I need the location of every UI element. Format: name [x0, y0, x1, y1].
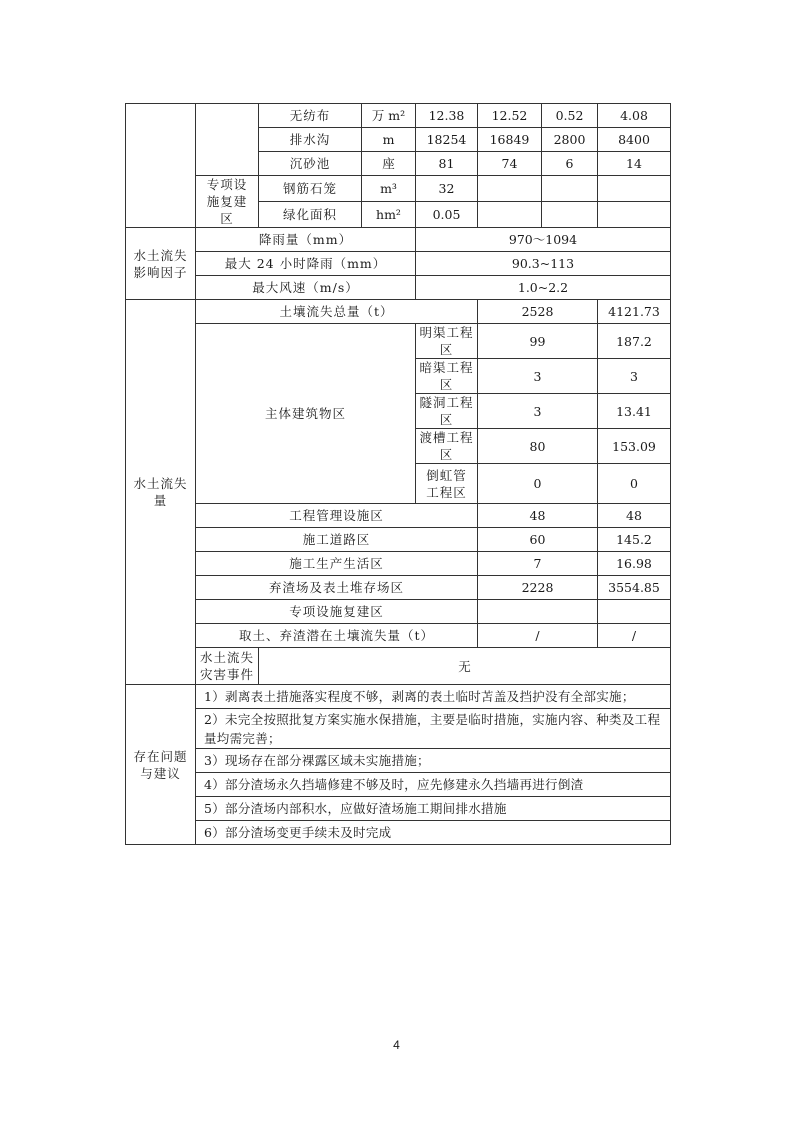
- main-building-label: 主体建筑物区: [196, 324, 416, 504]
- issue-item: 5）部分渣场内部积水，应做好渣场施工期间排水措施: [196, 797, 671, 821]
- sub-zone-name: 明渠工程区: [416, 324, 478, 359]
- erosion-zone-name: 取土、弃渣潜在土壤流失量（t）: [196, 624, 478, 648]
- facility-value: 8400: [598, 128, 671, 152]
- facility-value: 12.52: [478, 104, 542, 128]
- facility-value: [478, 202, 542, 228]
- page-number: 4: [393, 1038, 400, 1052]
- disaster-value: 无: [259, 648, 671, 685]
- erosion-value: 60: [478, 528, 598, 552]
- erosion-value: 7: [478, 552, 598, 576]
- factor-name: 最大风速（m/s）: [196, 276, 416, 300]
- table-row: [126, 300, 671, 324]
- facility-name: 沉砂池: [259, 152, 362, 176]
- facility-name: 排水沟: [259, 128, 362, 152]
- table-row: [126, 552, 671, 576]
- blank-category-cell: [126, 104, 196, 228]
- sub-zone-name: 暗渠工程区: [416, 359, 478, 394]
- table-row: [126, 104, 671, 128]
- factor-value: 970～1094: [416, 228, 671, 252]
- facility-unit: m: [362, 128, 416, 152]
- erosion-value: 187.2: [598, 324, 671, 359]
- issue-item: 1）剥离表土措施落实程度不够，剥离的表土临时苫盖及挡护没有全部实施；: [196, 685, 671, 709]
- facility-unit: 座: [362, 152, 416, 176]
- facility-name: 绿化面积: [259, 202, 362, 228]
- facility-value: 16849: [478, 128, 542, 152]
- facility-value: 6: [542, 152, 598, 176]
- sub-zone-name: 隧洞工程区: [416, 394, 478, 429]
- erosion-value: 48: [598, 504, 671, 528]
- table-row: [126, 228, 671, 252]
- erosion-value: 80: [478, 429, 598, 464]
- facility-value: 14: [598, 152, 671, 176]
- erosion-value: /: [598, 624, 671, 648]
- erosion-value: 4121.73: [598, 300, 671, 324]
- erosion-value: 16.98: [598, 552, 671, 576]
- erosion-value: 3: [478, 394, 598, 429]
- erosion-value: 3: [598, 359, 671, 394]
- blank-zone-cell: [196, 104, 259, 176]
- sub-zone-name: 渡槽工程区: [416, 429, 478, 464]
- table-row: [126, 624, 671, 648]
- issues-label: 存在问题与建议: [126, 685, 196, 845]
- table-row: [126, 504, 671, 528]
- erosion-value: 48: [478, 504, 598, 528]
- erosion-zone-name: 工程管理设施区: [196, 504, 478, 528]
- monitoring-table: [125, 103, 671, 845]
- erosion-value: 145.2: [598, 528, 671, 552]
- facility-value: [598, 202, 671, 228]
- issue-item: 4）部分渣场永久挡墙修建不够及时，应先修建永久挡墙再进行倒渣: [196, 773, 671, 797]
- erosion-label: 水土流失量: [126, 300, 196, 685]
- facility-unit: m³: [362, 176, 416, 202]
- facility-value: [542, 202, 598, 228]
- facility-name: 钢筋石笼: [259, 176, 362, 202]
- erosion-value: 2528: [478, 300, 598, 324]
- issue-item: 6）部分渣场变更手续未及时完成: [196, 821, 671, 845]
- table-row: [126, 797, 671, 821]
- special-zone-label: 专项设施复建区: [196, 176, 259, 228]
- facility-value: [598, 176, 671, 202]
- facility-value: 12.38: [416, 104, 478, 128]
- factor-value: 1.0~2.2: [416, 276, 671, 300]
- erosion-value: 13.41: [598, 394, 671, 429]
- factors-label: 水土流失影响因子: [126, 228, 196, 300]
- erosion-value: 99: [478, 324, 598, 359]
- facility-value: 74: [478, 152, 542, 176]
- erosion-value: 153.09: [598, 429, 671, 464]
- disaster-label: 水土流失灾害事件: [196, 648, 259, 685]
- facility-value: 81: [416, 152, 478, 176]
- table-row: [126, 821, 671, 845]
- erosion-total-name: 土壤流失总量（t）: [196, 300, 478, 324]
- facility-unit: 万 m²: [362, 104, 416, 128]
- table-row: [126, 648, 671, 685]
- erosion-value: 0: [478, 464, 598, 504]
- erosion-value: /: [478, 624, 598, 648]
- issue-item: 2）未完全按照批复方案实施水保措施，主要是临时措施，实施内容、种类及工程量均需完善；: [196, 709, 671, 749]
- erosion-value: 0: [598, 464, 671, 504]
- facility-value: [478, 176, 542, 202]
- facility-value: 4.08: [598, 104, 671, 128]
- table-row: [126, 276, 671, 300]
- issue-item: 3）现场存在部分裸露区域未实施措施；: [196, 749, 671, 773]
- erosion-value: 2228: [478, 576, 598, 600]
- sub-zone-name: 倒虹管工程区: [416, 464, 478, 504]
- table-row: [126, 176, 671, 202]
- facility-unit: hm²: [362, 202, 416, 228]
- facility-name: 无纺布: [259, 104, 362, 128]
- erosion-zone-name: 施工道路区: [196, 528, 478, 552]
- erosion-value: 3554.85: [598, 576, 671, 600]
- table-row: [126, 576, 671, 600]
- erosion-zone-name: 弃渣场及表土堆存场区: [196, 576, 478, 600]
- table-row: [126, 685, 671, 709]
- factor-name: 降雨量（mm）: [196, 228, 416, 252]
- table-row: [126, 528, 671, 552]
- facility-value: [542, 176, 598, 202]
- erosion-value: [478, 600, 598, 624]
- facility-value: 0.52: [542, 104, 598, 128]
- factor-value: 90.3~113: [416, 252, 671, 276]
- erosion-zone-name: 施工生产生活区: [196, 552, 478, 576]
- table-row: [126, 709, 671, 749]
- table-row: [126, 749, 671, 773]
- erosion-value: [598, 600, 671, 624]
- table-row: [126, 324, 671, 359]
- factor-name: 最大 24 小时降雨（mm）: [196, 252, 416, 276]
- facility-value: 18254: [416, 128, 478, 152]
- facility-value: 2800: [542, 128, 598, 152]
- table-row: [126, 252, 671, 276]
- erosion-value: 3: [478, 359, 598, 394]
- table-row: [126, 600, 671, 624]
- table-row: [126, 773, 671, 797]
- facility-value: 32: [416, 176, 478, 202]
- erosion-zone-name: 专项设施复建区: [196, 600, 478, 624]
- facility-value: 0.05: [416, 202, 478, 228]
